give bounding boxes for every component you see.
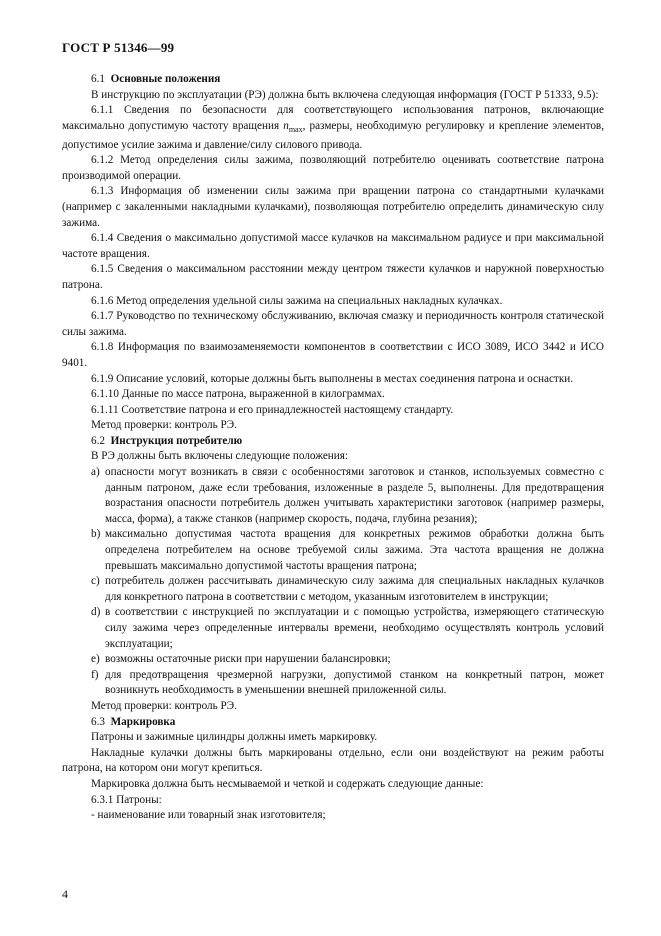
list-item: a) опасности могут возникать в связи с особенностями заготовок и станков, используемых совместно с данным патроном, даже если требования, изложенные в разделе 5, выполнены. Для предотвращения возрастания опасности потребитель должен учитывать характеристики заготовок (например размеры, масса, форма), а также станков (например скорость, подача, глубина резания); bbox=[91, 466, 604, 525]
section-6-2-heading bbox=[62, 434, 604, 450]
item-6-1-4: 6.1.4 Сведения о максимально допустимой массе кулачков на максимальном радиусе и при максимальной частоте вращения. bbox=[62, 232, 604, 260]
item-6-1-6: 6.1.6 Метод определения удельной силы зажима на специальных накладных кулачках. bbox=[91, 294, 503, 307]
section-title: Маркировка bbox=[110, 715, 176, 728]
section-6-2-check: Метод проверки: контроль РЭ. bbox=[91, 699, 237, 712]
section-6-1-intro: В инструкцию по эксплуатации (РЭ) должна быть включена следующая информация (ГОСТ Р 51333, 9.5): bbox=[91, 88, 599, 101]
list-item: b) максимально допустимая частота вращения для конкретных режимов обработки должна быть определена потребителем на основе требуемой силы зажима. Эта частота вращения не должна превышать максимально допустимой частоты вращения патрона; bbox=[91, 528, 604, 572]
marking-para-3: Маркировка должна быть несмываемой и четкой и содержать следующие данные: bbox=[91, 777, 484, 790]
section-6-2-intro: В РЭ должны быть включены следующие положения: bbox=[91, 450, 349, 463]
section-number: 6.1 bbox=[91, 73, 105, 85]
item-6-1-10: 6.1.10 Данные по массе патрона, выраженной в килограммах. bbox=[91, 388, 385, 401]
list-item: f) для предотвращения чрезмерной нагрузки, допустимой станком на конкретный патрон, может возникнуть необходимость в уменьшении внешней приложенной силы. bbox=[91, 668, 604, 697]
section-6-1-check: Метод проверки: контроль РЭ. bbox=[91, 419, 237, 432]
item-6-1-8: 6.1.8 Информация по взаимозаменяемости компонентов в соответствии с ИСО 3089, ИСО 3442 и ИСО 9401. bbox=[62, 341, 604, 369]
item-6-1-2: 6.1.2 Метод определения силы зажима, позволяющий потребителю оценивать соответствие патрона производимой операции. bbox=[62, 154, 604, 182]
list-item: c) потребитель должен рассчитывать динамическую силу зажима для специальных накладных кулачков для конкретного патрона в соответствии с методом, указанным изготовителем в инструкции; bbox=[91, 575, 604, 603]
marking-para-2: Накладные кулачки должны быть маркированы отдельно, если они воздействуют на режим работы патрона, на котором они могут крепиться. bbox=[62, 746, 604, 775]
section-number: 6.2 bbox=[91, 434, 105, 447]
section-title: Основные положения bbox=[110, 73, 221, 85]
section-title: Инструкция потребителю bbox=[110, 434, 243, 447]
list-item: d) в соответствии с инструкцией по эксплуатации и с помощью устройства, измеряющего статическую силу зажима через определенные интервалы времени, необходимо осуществлять контроль условий эксплуатации; bbox=[91, 606, 604, 650]
item-6-3-1: 6.3.1 Патроны: bbox=[91, 793, 162, 806]
page-number: 4 bbox=[62, 887, 68, 901]
section-number: 6.3 bbox=[91, 715, 105, 728]
list-item: e) возможны остаточные риски при нарушении балансировки; bbox=[91, 653, 391, 666]
marking-para-1: Патроны и зажимные цилиндры должны иметь маркировку. bbox=[91, 731, 378, 744]
item-6-1-7: 6.1.7 Руководство по техническому обслуживанию, включая смазку и периодичность контроля статической силы зажима. bbox=[62, 310, 604, 338]
item-6-1-3: 6.1.3 Информация об изменении силы зажима при вращении патрона со стандартными кулачками (например с закаленными накладными кулачками), позволяющая потребителю определить динамическую силу зажима. bbox=[62, 185, 604, 229]
document-header: ГОСТ Р 51346—99 bbox=[62, 40, 175, 55]
user-instruction-list bbox=[62, 465, 604, 699]
page-content bbox=[62, 72, 604, 824]
section-6-1-heading bbox=[62, 72, 604, 88]
section-6-3-heading bbox=[62, 715, 604, 731]
item-6-1-11: 6.1.11 Соответствие патрона и его принадлежностей настоящему стандарту. bbox=[91, 403, 454, 416]
item-6-1-9: 6.1.9 Описание условий, которые должны быть выполнены в местах соединения патрона и оснастки. bbox=[91, 372, 574, 385]
item-6-1-5: 6.1.5 Сведения о максимальном расстоянии между центром тяжести кулачков и наружной поверхностью патрона. bbox=[62, 263, 604, 291]
item-6-1-1: 6.1.1 Сведения по безопасности для соответствующего использования патронов, включающие максимально допустимую частоту вращения $n_{max}$, размеры, необходимую регулировку и крепление элементов, допустимое усилие зажима и давление/силу силового привода. bbox=[62, 104, 604, 151]
marking-bullet: - наименование или товарный знак изготовителя; bbox=[91, 809, 326, 822]
